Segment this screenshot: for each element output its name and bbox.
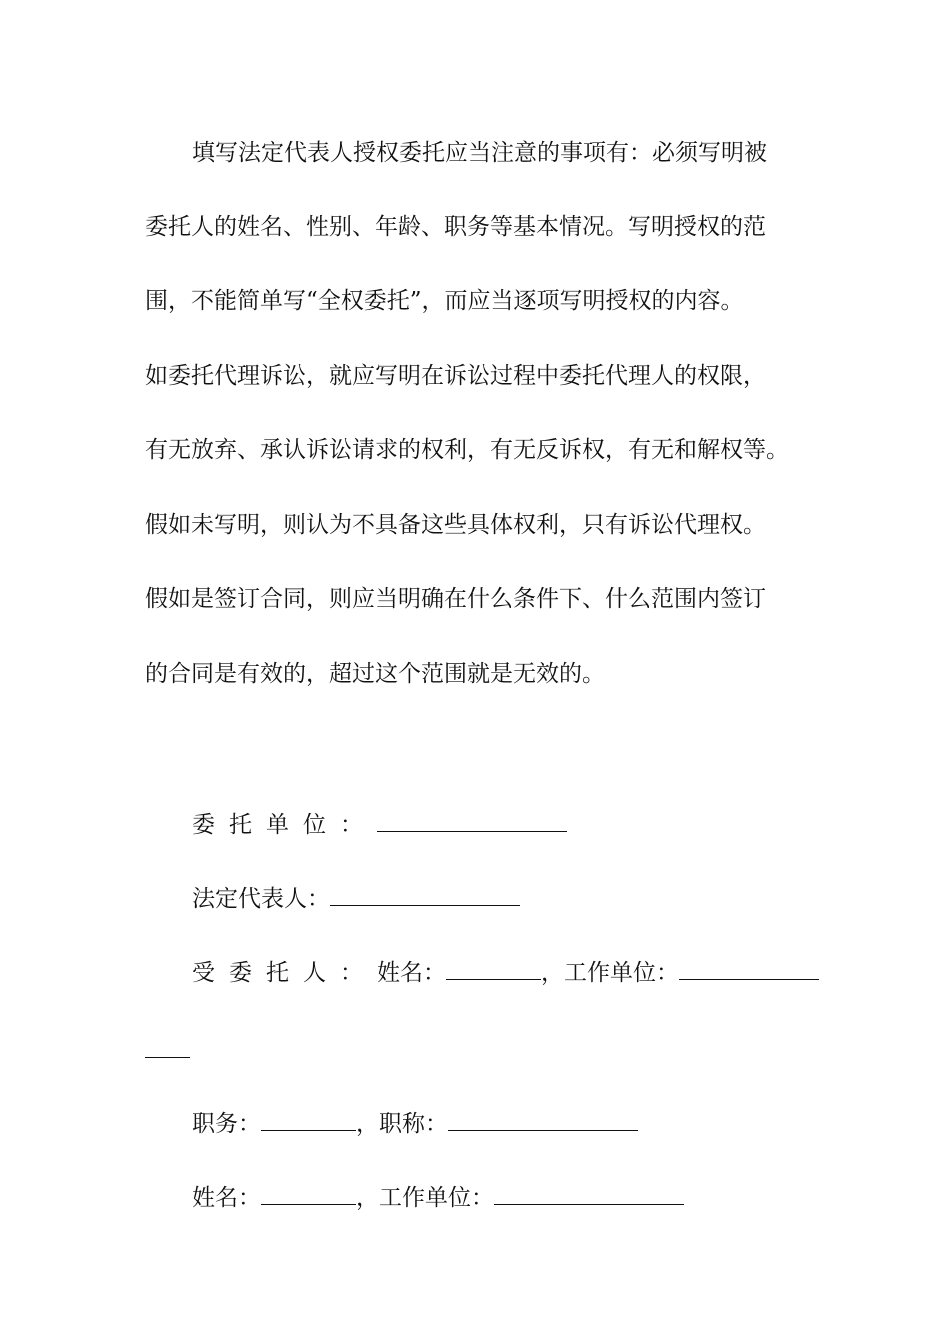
comma: ， bbox=[356, 1185, 379, 1211]
name-blank[interactable] bbox=[261, 1184, 356, 1205]
legal-rep-label: 法定代表人： bbox=[192, 886, 330, 912]
comma: ， bbox=[541, 960, 564, 986]
trustee-name-label: 姓名： bbox=[377, 960, 446, 986]
entrusting-unit-label: 委托单位： bbox=[192, 812, 377, 838]
position-label: 职务： bbox=[192, 1111, 261, 1137]
paragraph-line: 假如是签订合同，则应当明确在什么条件下、什么范围内签订 bbox=[145, 586, 766, 612]
paragraph-line: 填写法定代表人授权委托应当注意的事项有：必须写明被 bbox=[192, 140, 767, 166]
position-row bbox=[192, 1109, 638, 1139]
trustee-row bbox=[192, 958, 819, 988]
trustee-label: 受委托人： bbox=[192, 960, 377, 986]
paragraph-line: 如委托代理诉讼，就应写明在诉讼过程中委托代理人的权限， bbox=[145, 363, 766, 389]
paragraph-line: 有无放弃、承认诉讼请求的权利，有无反诉权，有无和解权等。 bbox=[145, 437, 789, 463]
trustee-work-unit-blank[interactable] bbox=[679, 959, 819, 980]
work-unit-label: 工作单位： bbox=[379, 1185, 494, 1211]
trustee-work-unit-continuation bbox=[145, 1036, 190, 1066]
trustee-work-unit-blank-continued[interactable] bbox=[145, 1037, 190, 1058]
work-unit-blank[interactable] bbox=[494, 1184, 684, 1205]
trustee-name-blank[interactable] bbox=[446, 959, 541, 980]
trustee-work-unit-label: 工作单位： bbox=[564, 960, 679, 986]
entrusting-unit-blank[interactable] bbox=[377, 811, 567, 832]
legal-rep-row bbox=[192, 884, 520, 914]
entrusting-unit-row bbox=[192, 810, 567, 840]
position-blank[interactable] bbox=[261, 1110, 356, 1131]
name-row bbox=[192, 1183, 684, 1213]
comma: ， bbox=[356, 1111, 379, 1137]
legal-rep-blank[interactable] bbox=[330, 885, 520, 906]
paragraph-line: 委托人的姓名、性别、年龄、职务等基本情况。写明授权的范 bbox=[145, 214, 766, 240]
title-blank[interactable] bbox=[448, 1110, 638, 1131]
paragraph-line: 围，不能简单写“全权委托”，而应当逐项写明授权的内容。 bbox=[145, 288, 744, 314]
paragraph-line: 的合同是有效的，超过这个范围就是无效的。 bbox=[145, 661, 605, 687]
paragraph-line: 假如未写明，则认为不具备这些具体权利，只有诉讼代理权。 bbox=[145, 512, 766, 538]
title-label: 职称： bbox=[379, 1111, 448, 1137]
name-label: 姓名： bbox=[192, 1185, 261, 1211]
